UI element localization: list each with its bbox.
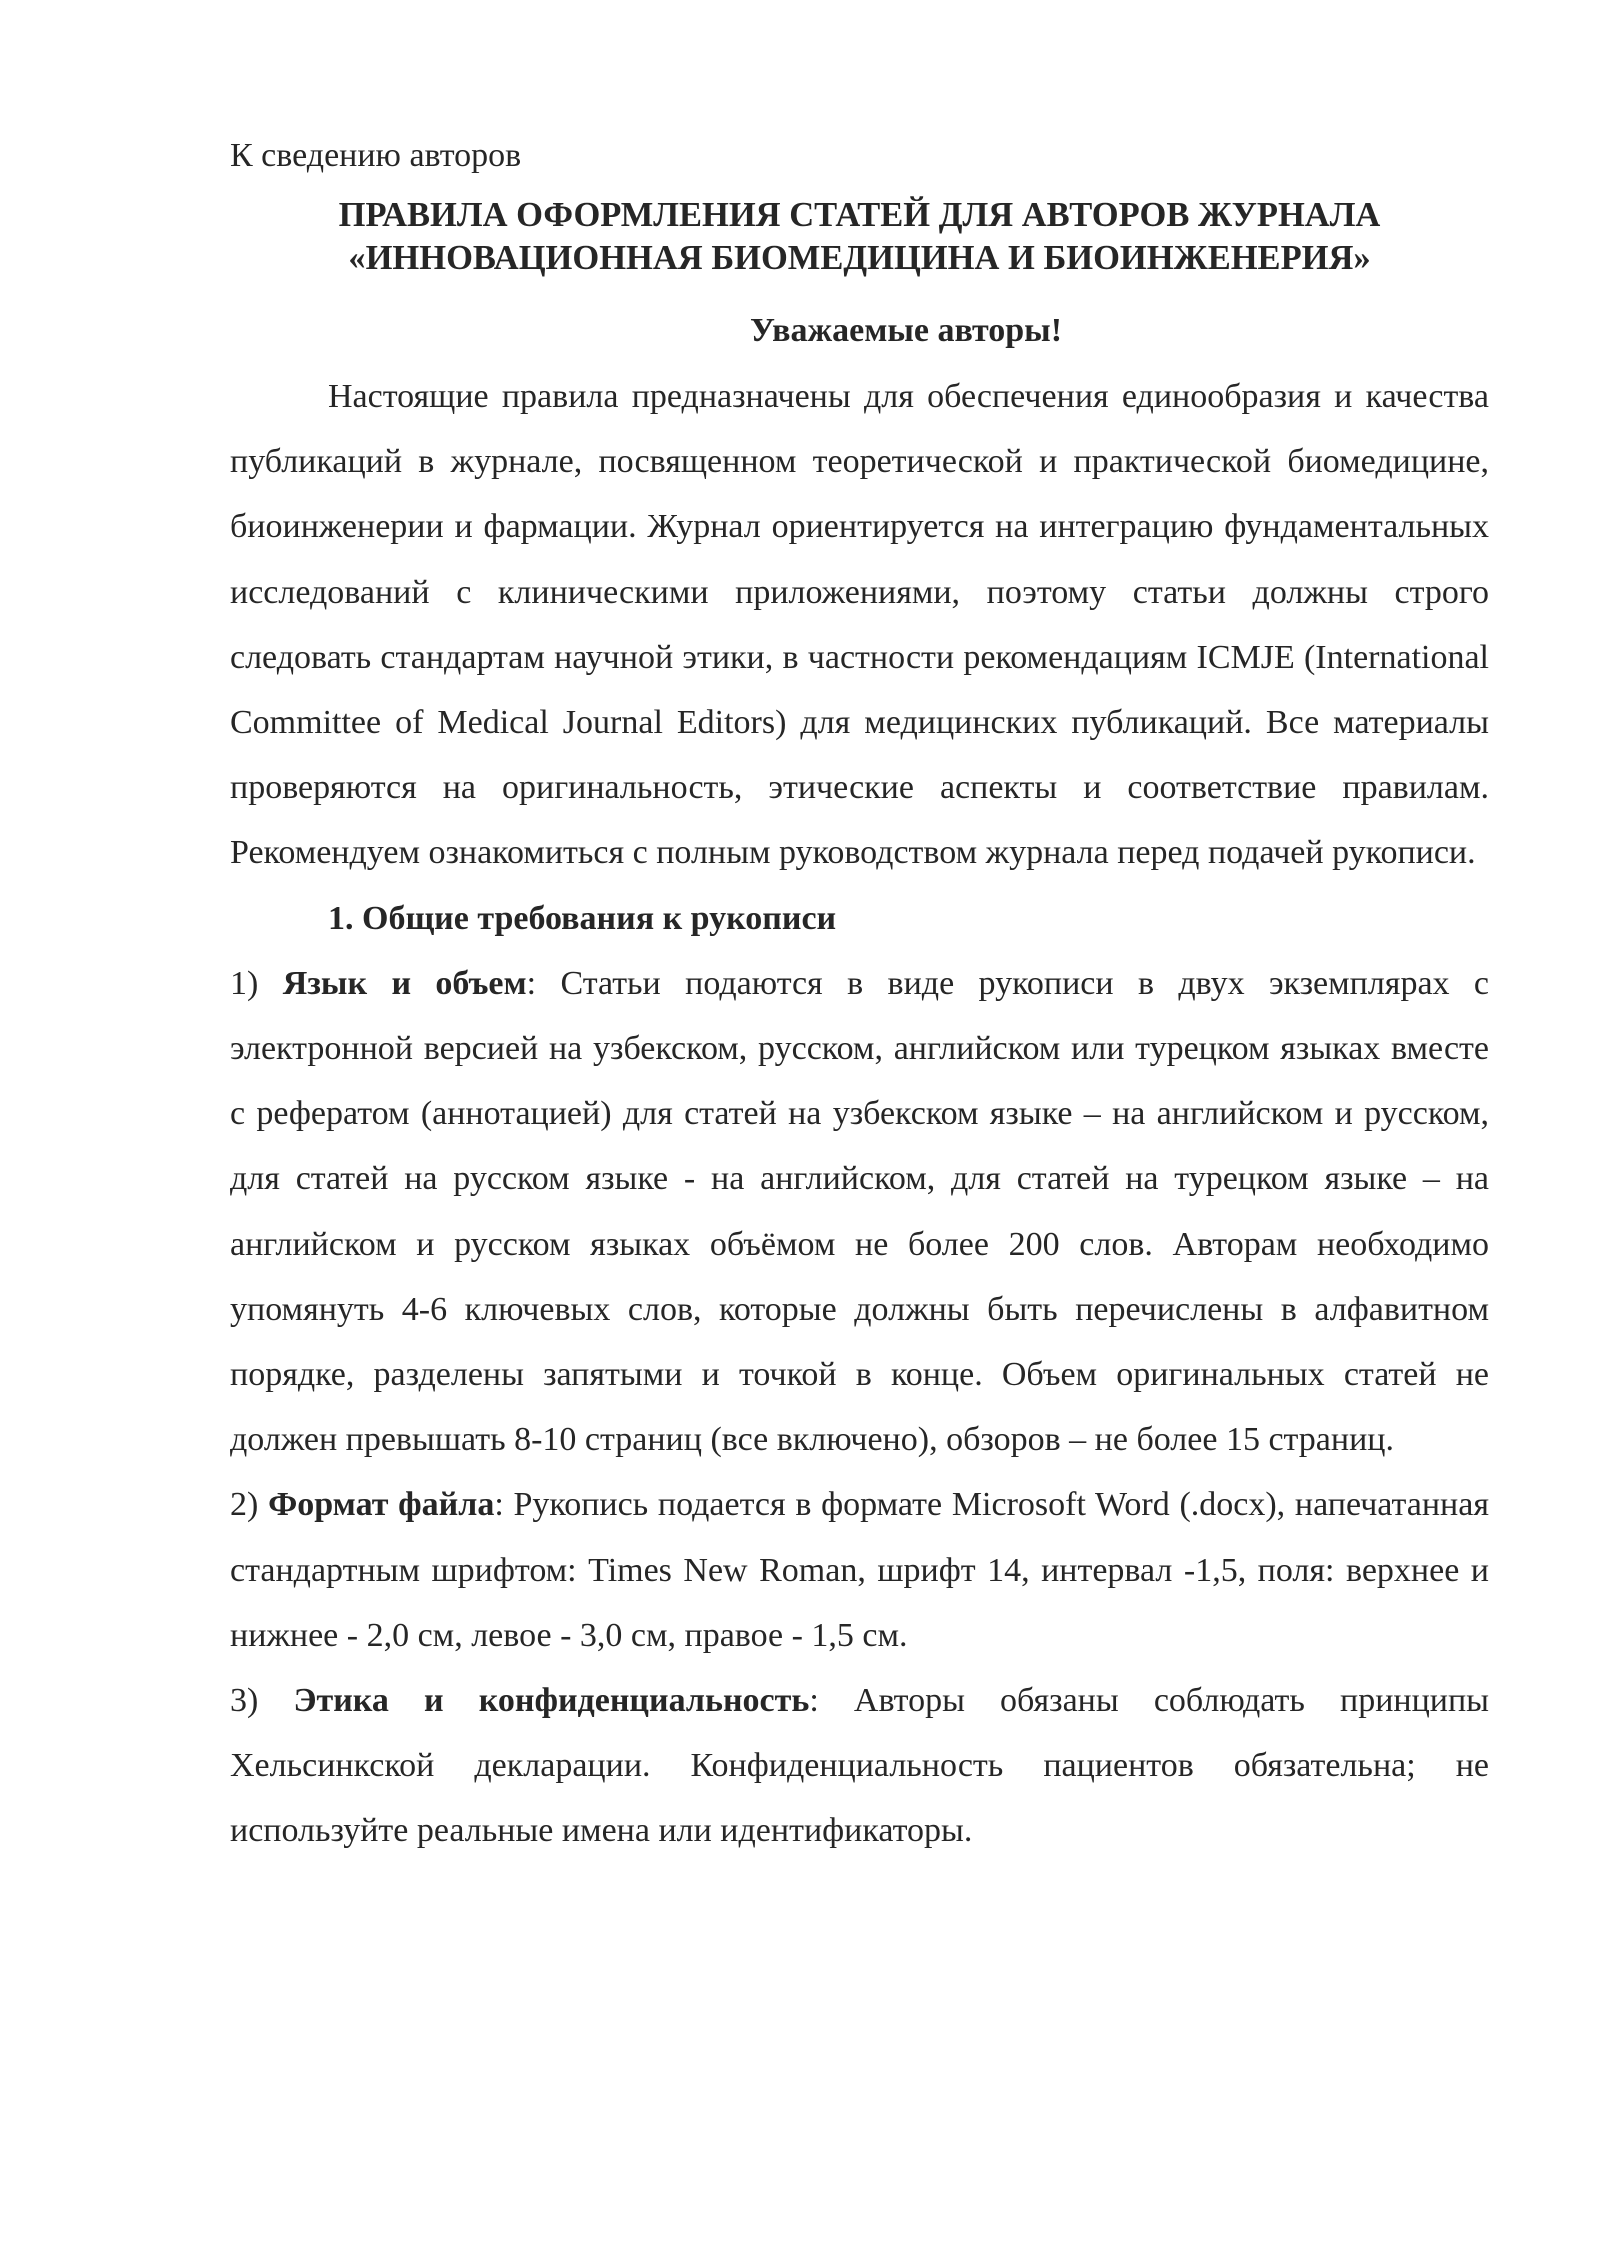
rule-number: 1) [230, 964, 259, 1002]
rule-number: 2) [230, 1486, 259, 1524]
rule-item-2 [230, 1472, 1489, 1668]
title-line-2: «ИННОВАЦИОННАЯ БИОМЕДИЦИНА И БИОИНЖЕНЕРИЯ» [348, 239, 1371, 277]
rule-text: : Рукопись подается в формате Microsoft Word (.docx), напечатанная стандартным шрифтом: Times New Roman, шрифт 14, интервал -1,5, поля: верхнее и нижнее - 2,0 см, левое - 3,0 см, правое - 1,5 см. [230, 1486, 1489, 1654]
greeting: Уважаемые авторы! [749, 312, 1063, 349]
document-title [230, 194, 1489, 280]
rule-term: Язык и объем [282, 964, 527, 1002]
rule-number: 3) [230, 1682, 259, 1720]
rule-item-3 [230, 1668, 1489, 1864]
rule-term: Формат файла [268, 1486, 495, 1524]
document-body [230, 128, 1489, 1864]
intro-paragraph: Настоящие правила предназначены для обеспечения единообразия и качества публикаций в журнале, посвященном теоретической и практической биомедицине, биоинженерии и фармации. Журнал ориентируется на интеграцию фундаментальных исследований с клиническими приложениями, поэтому статьи должны строго следовать стандартам научной этики, в частности рекомендациям ICMJE (International Committee of Medical Journal Editors) для медицинских публикаций. Все материалы проверяются на оригинальность, этические аспекты и соответствие правилам. Рекомендуем ознакомиться с полным руководством журнала перед подачей рукописи. [230, 378, 1489, 872]
rubric-label: К сведению авторов [230, 137, 522, 174]
title-line-1: ПРАВИЛА ОФОРМЛЕНИЯ СТАТЕЙ ДЛЯ АВТОРОВ ЖУРНАЛА [338, 196, 1381, 234]
rule-item-1 [230, 951, 1489, 1473]
rule-text: : Авторы обязаны соблюдать принципы Хельсинкской декларации. Конфиденциальность пациентов обязательна; не используйте реальные имена или идентификаторы. [230, 1682, 1490, 1850]
section-1-heading: 1. Общие требования к рукописи [328, 899, 837, 937]
rule-term: Этика и конфиденциальность [293, 1682, 810, 1720]
rule-text: : Статьи подаются в виде рукописи в двух экземплярах с электронной версией на узбекском, русском, английском или турецком языках вместе с рефератом (аннотацией) для статей на узбекском языке – на английском и русском, для статей на русском языке - на английском, для статей на турецком языке – на английском и русском языках объёмом не более 200 слов. Авторам необходимо упомянуть 4-6 ключевых слов, которые должны быть перечислены в алфавитном порядке, разделены запятыми и точкой в конце. Объем оригинальных статей не должен превышать 8-10 страниц (все включено), обзоров – не более 15 страниц. [230, 964, 1490, 1459]
